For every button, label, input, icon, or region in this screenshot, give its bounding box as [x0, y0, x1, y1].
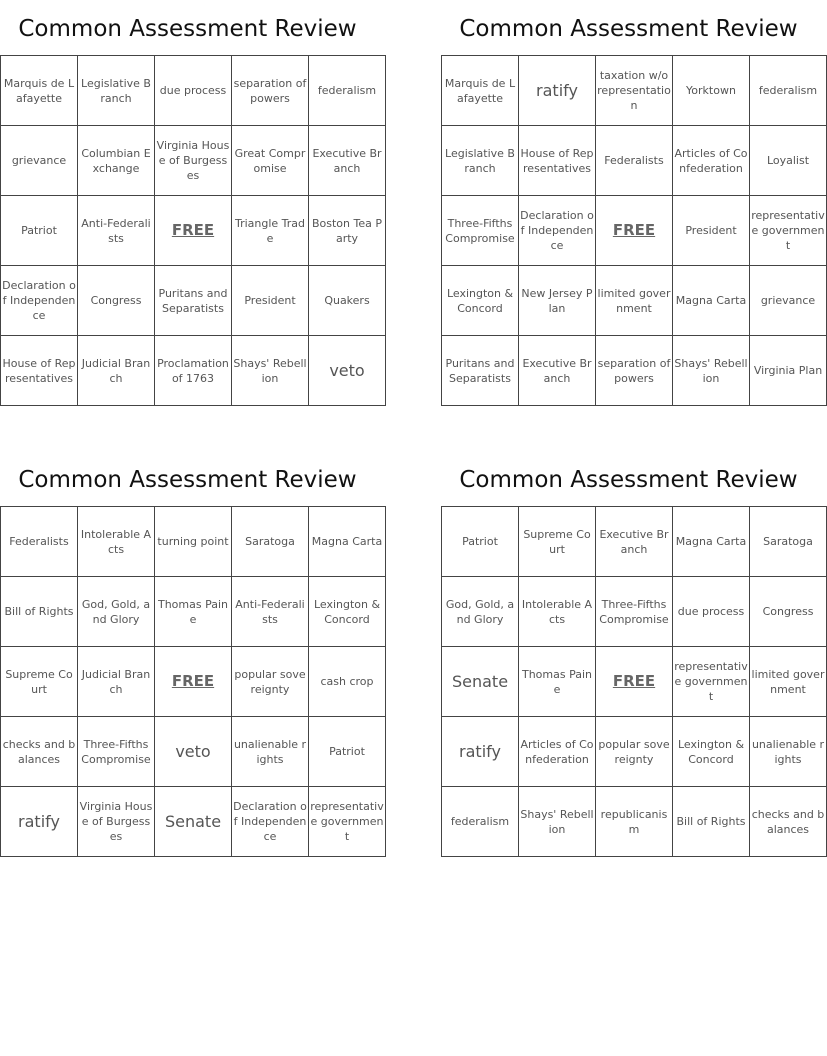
grid-row	[1, 56, 386, 126]
bingo-grid	[441, 506, 827, 857]
bingo-cell: Bill of Rights	[673, 787, 750, 857]
bingo-card-3	[0, 451, 384, 857]
bingo-cell: Virginia Plan	[750, 336, 827, 406]
bingo-cell: veto	[309, 336, 386, 406]
bingo-cell: Executive Branch	[519, 336, 596, 406]
bingo-cell: Bill of Rights	[1, 577, 78, 647]
bingo-cell: Articles of Confederation	[519, 717, 596, 787]
grid-row	[1, 577, 386, 647]
bingo-cell: ratify	[1, 787, 78, 857]
bingo-cell: republicanism	[596, 787, 673, 857]
grid-row	[442, 266, 827, 336]
bingo-cell: grievance	[750, 266, 827, 336]
bingo-cell: representative government	[750, 196, 827, 266]
bingo-cell: Quakers	[309, 266, 386, 336]
bingo-cell: Declaration of Independence	[1, 266, 78, 336]
bingo-cell: cash crop	[309, 647, 386, 717]
bingo-cell: Three-Fifths Compromise	[78, 717, 155, 787]
bingo-cell: God, Gold, and Glory	[442, 577, 519, 647]
bingo-cell: Magna Carta	[673, 507, 750, 577]
grid-row	[442, 196, 827, 266]
bingo-cell: Lexington & Concord	[673, 717, 750, 787]
bingo-cell: due process	[673, 577, 750, 647]
grid-row	[442, 336, 827, 406]
bingo-cell: Great Compromise	[232, 126, 309, 196]
grid-row	[442, 56, 827, 126]
bingo-cell: separation of powers	[232, 56, 309, 126]
bingo-cell: Loyalist	[750, 126, 827, 196]
bingo-cell: Patriot	[1, 196, 78, 266]
bingo-cell: grievance	[1, 126, 78, 196]
bingo-cell: unalienable rights	[232, 717, 309, 787]
card-title: Common Assessment Review	[18, 467, 357, 493]
bingo-cell: popular sovereignty	[596, 717, 673, 787]
bingo-cell: ratify	[442, 717, 519, 787]
grid-row	[1, 647, 386, 717]
bingo-cell: federalism	[442, 787, 519, 857]
bingo-cell: Thomas Paine	[519, 647, 596, 717]
bingo-cell: checks and balances	[1, 717, 78, 787]
bingo-grid	[441, 55, 827, 406]
grid-row	[1, 126, 386, 196]
bingo-cell: Marquis de Lafayette	[1, 56, 78, 126]
bingo-card-2	[441, 0, 825, 406]
bingo-cell: Legislative Branch	[442, 126, 519, 196]
bingo-cell: Federalists	[1, 507, 78, 577]
bingo-cell: Intolerable Acts	[78, 507, 155, 577]
bingo-cell: Lexington & Concord	[442, 266, 519, 336]
bingo-cell: Intolerable Acts	[519, 577, 596, 647]
bingo-cell: limited government	[596, 266, 673, 336]
bingo-cell: limited government	[750, 647, 827, 717]
bingo-cell: Executive Branch	[596, 507, 673, 577]
bingo-cell: Three-Fifths Compromise	[596, 577, 673, 647]
bingo-card-4	[441, 451, 825, 857]
bingo-cell: House of Representatives	[519, 126, 596, 196]
grid-row	[442, 577, 827, 647]
bingo-cell: turning point	[155, 507, 232, 577]
bingo-cell: Federalists	[596, 126, 673, 196]
bingo-cell: taxation w/o representation	[596, 56, 673, 126]
bingo-cell: Shays' Rebellion	[232, 336, 309, 406]
bingo-cell: Congress	[78, 266, 155, 336]
bingo-cell: President	[673, 196, 750, 266]
bingo-cell: Judicial Branch	[78, 336, 155, 406]
bingo-cell: Puritans and Separatists	[442, 336, 519, 406]
bingo-cell: federalism	[750, 56, 827, 126]
bingo-cell: Magna Carta	[673, 266, 750, 336]
bingo-cell: Columbian Exchange	[78, 126, 155, 196]
bingo-cell: Patriot	[442, 507, 519, 577]
free-space: FREE	[596, 647, 673, 717]
bingo-cell: veto	[155, 717, 232, 787]
bingo-grid	[0, 55, 386, 406]
bingo-cell: Three-Fifths Compromise	[442, 196, 519, 266]
grid-row	[442, 647, 827, 717]
bingo-cell: Congress	[750, 577, 827, 647]
grid-row	[442, 717, 827, 787]
bingo-cell: Senate	[442, 647, 519, 717]
grid-row	[442, 507, 827, 577]
bingo-cell: ratify	[519, 56, 596, 126]
bingo-cell: Articles of Confederation	[673, 126, 750, 196]
bingo-cell: Supreme Court	[519, 507, 596, 577]
free-space: FREE	[155, 196, 232, 266]
free-space: FREE	[596, 196, 673, 266]
card-title: Common Assessment Review	[18, 16, 357, 42]
bingo-cell: Anti-Federalists	[78, 196, 155, 266]
bingo-cell: Legislative Branch	[78, 56, 155, 126]
bingo-cell: Supreme Court	[1, 647, 78, 717]
grid-row	[1, 787, 386, 857]
bingo-cell: God, Gold, and Glory	[78, 577, 155, 647]
bingo-cell: checks and balances	[750, 787, 827, 857]
bingo-cell: Executive Branch	[309, 126, 386, 196]
bingo-grid	[0, 506, 386, 857]
bingo-cell: Marquis de Lafayette	[442, 56, 519, 126]
bingo-cell: Saratoga	[232, 507, 309, 577]
bingo-cell: Judicial Branch	[78, 647, 155, 717]
bingo-cell: representative government	[673, 647, 750, 717]
grid-row	[1, 717, 386, 787]
bingo-cell: Saratoga	[750, 507, 827, 577]
bingo-cell: popular sovereignty	[232, 647, 309, 717]
bingo-cell: Patriot	[309, 717, 386, 787]
card-title: Common Assessment Review	[459, 467, 798, 493]
bingo-cell: New Jersey Plan	[519, 266, 596, 336]
bingo-cell: Declaration of Independence	[232, 787, 309, 857]
bingo-cell: Senate	[155, 787, 232, 857]
bingo-cell: Proclamation of 1763	[155, 336, 232, 406]
free-space: FREE	[155, 647, 232, 717]
bingo-cell: Yorktown	[673, 56, 750, 126]
grid-row	[442, 126, 827, 196]
bingo-cell: Thomas Paine	[155, 577, 232, 647]
bingo-cell: Shays' Rebellion	[519, 787, 596, 857]
bingo-cell: President	[232, 266, 309, 336]
bingo-cell: unalienable rights	[750, 717, 827, 787]
bingo-cell: Virginia House of Burgesses	[78, 787, 155, 857]
bingo-cell: Puritans and Separatists	[155, 266, 232, 336]
grid-row	[1, 507, 386, 577]
bingo-cell: Virginia House of Burgesses	[155, 126, 232, 196]
card-title: Common Assessment Review	[459, 16, 798, 42]
grid-row	[1, 196, 386, 266]
bingo-cell: Anti-Federalists	[232, 577, 309, 647]
bingo-cell: federalism	[309, 56, 386, 126]
bingo-cell: separation of powers	[596, 336, 673, 406]
bingo-cell: Triangle Trade	[232, 196, 309, 266]
bingo-cell: representative government	[309, 787, 386, 857]
grid-row	[1, 336, 386, 406]
bingo-cell: Magna Carta	[309, 507, 386, 577]
bingo-cell: Declaration of Independence	[519, 196, 596, 266]
grid-row	[442, 787, 827, 857]
bingo-cell: due process	[155, 56, 232, 126]
bingo-card-1	[0, 0, 382, 406]
bingo-cell: Shays' Rebellion	[673, 336, 750, 406]
grid-row	[1, 266, 386, 336]
bingo-cell: Lexington & Concord	[309, 577, 386, 647]
bingo-cell: Boston Tea Party	[309, 196, 386, 266]
bingo-cell: House of Representatives	[1, 336, 78, 406]
